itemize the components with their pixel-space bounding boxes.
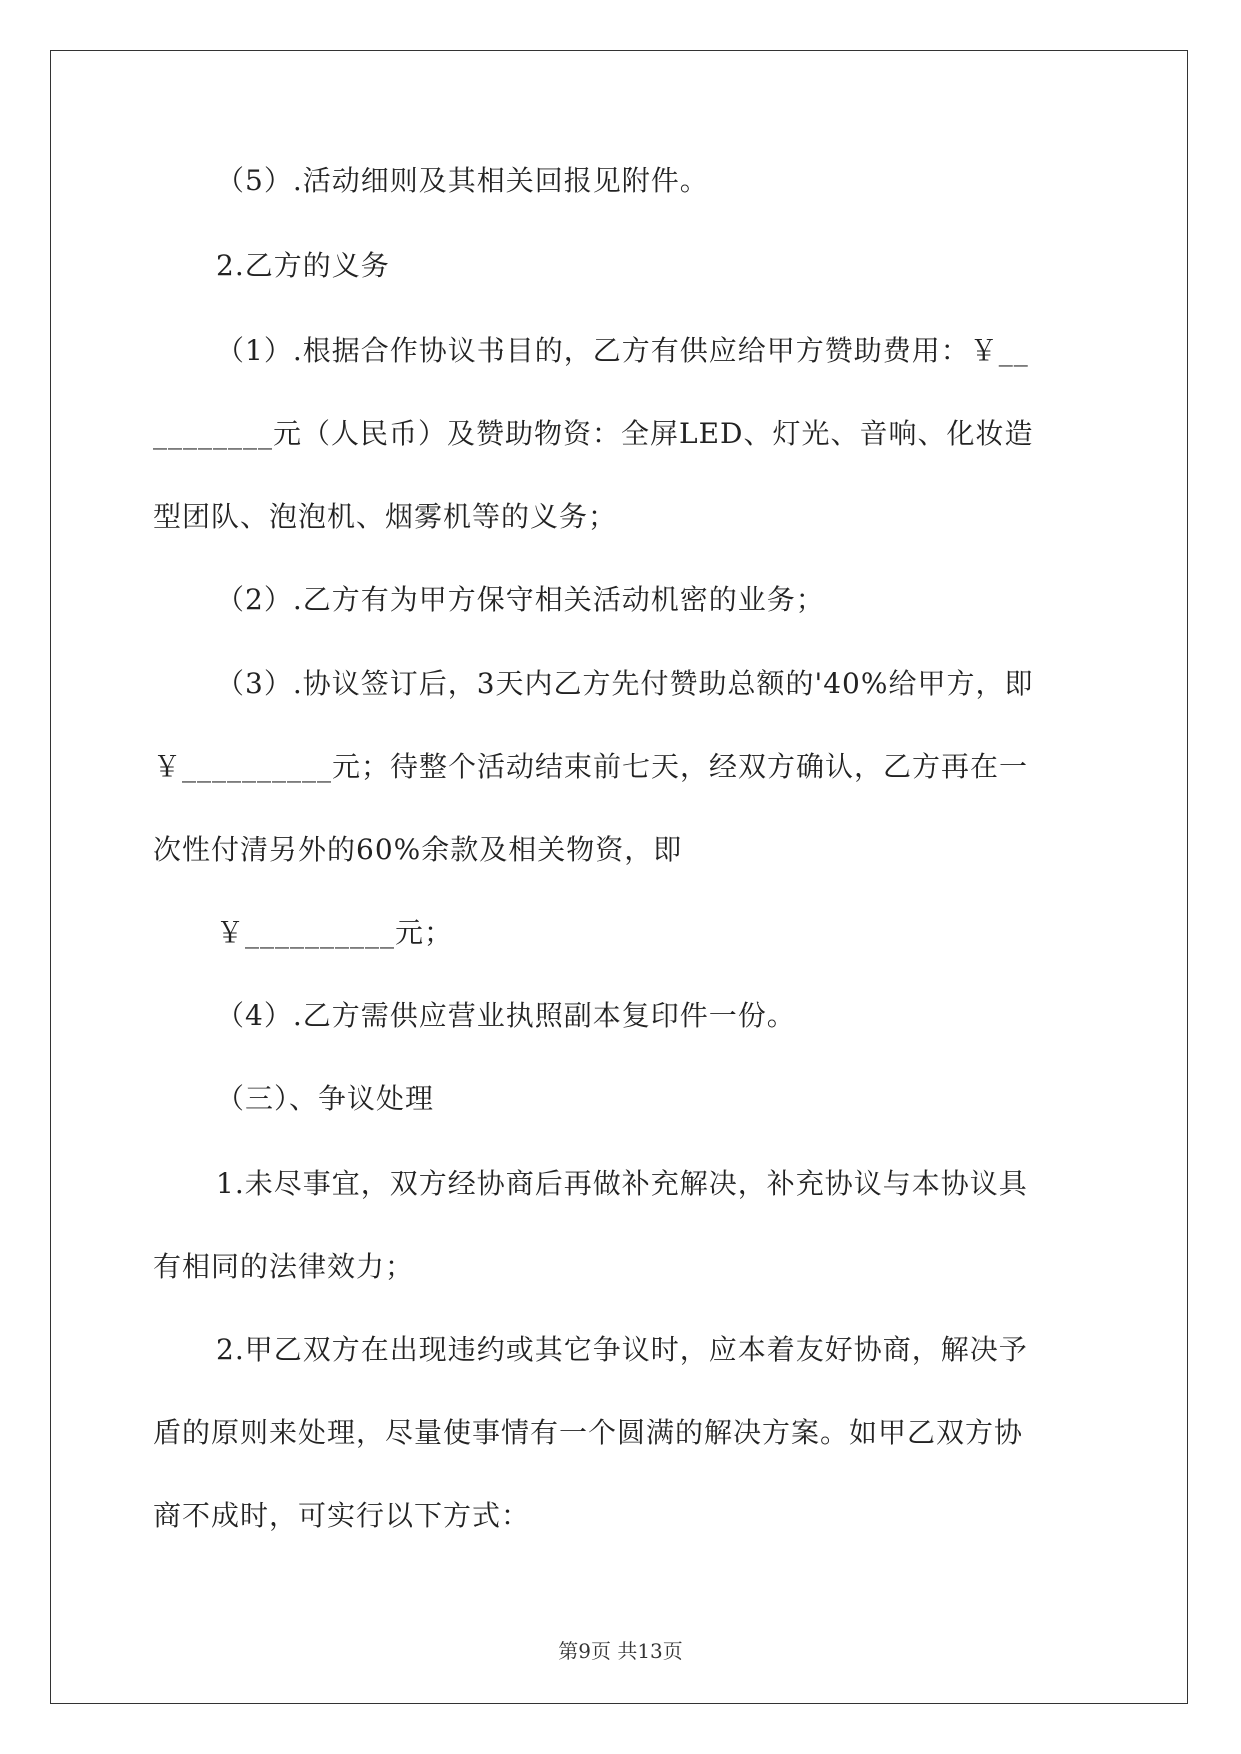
paragraph-payment-amount: ￥__________元；	[216, 916, 454, 949]
page-number-footer: 第9页 共13页	[558, 1639, 683, 1663]
paragraph-dispute-resolution: 2.甲乙双方在出现违约或其它争议时，应本着友好协商，解决予 盾的原则来处理，尽量使事情有一个圆满的解决方案。如甲乙双方协 商不成时，可实行以下方式：	[153, 1333, 1028, 1532]
paragraph-dispute-heading: （三）、争议处理	[216, 1082, 435, 1115]
paragraph-sponsorship-funds: （1）.根据合作协议书目的，乙方有供应给甲方赞助费用：￥__ ________元（人民币）及赞助物资：全屏LED、灯光、音响、化妆造 型团队、泡泡机、烟雾机等的义务；	[153, 334, 1034, 533]
document-body	[153, 166, 1098, 1557]
paragraph-activity-details: （5）.活动细则及其相关回报见附件。	[216, 164, 709, 197]
paragraph-business-license: （4）.乙方需供应营业执照副本复印件一份。	[216, 999, 796, 1032]
paragraph-confidentiality: （2）.乙方有为甲方保守相关活动机密的业务；	[216, 583, 825, 616]
paragraph-supplementary-agreement: 1.未尽事宜，双方经协商后再做补充解决，补充协议与本协议具 有相同的法律效力；	[153, 1167, 1028, 1283]
paragraph-payment-terms: （3）.协议签订后，3天内乙方先付赞助总额的'40%给甲方，即 ￥__________元；待整个活动结束前七天，经双方确认，乙方再在一 次性付清另外的60%余款及相关物资，即	[153, 667, 1034, 866]
paragraph-party-b-obligations-heading: 2.乙方的义务	[216, 249, 390, 282]
